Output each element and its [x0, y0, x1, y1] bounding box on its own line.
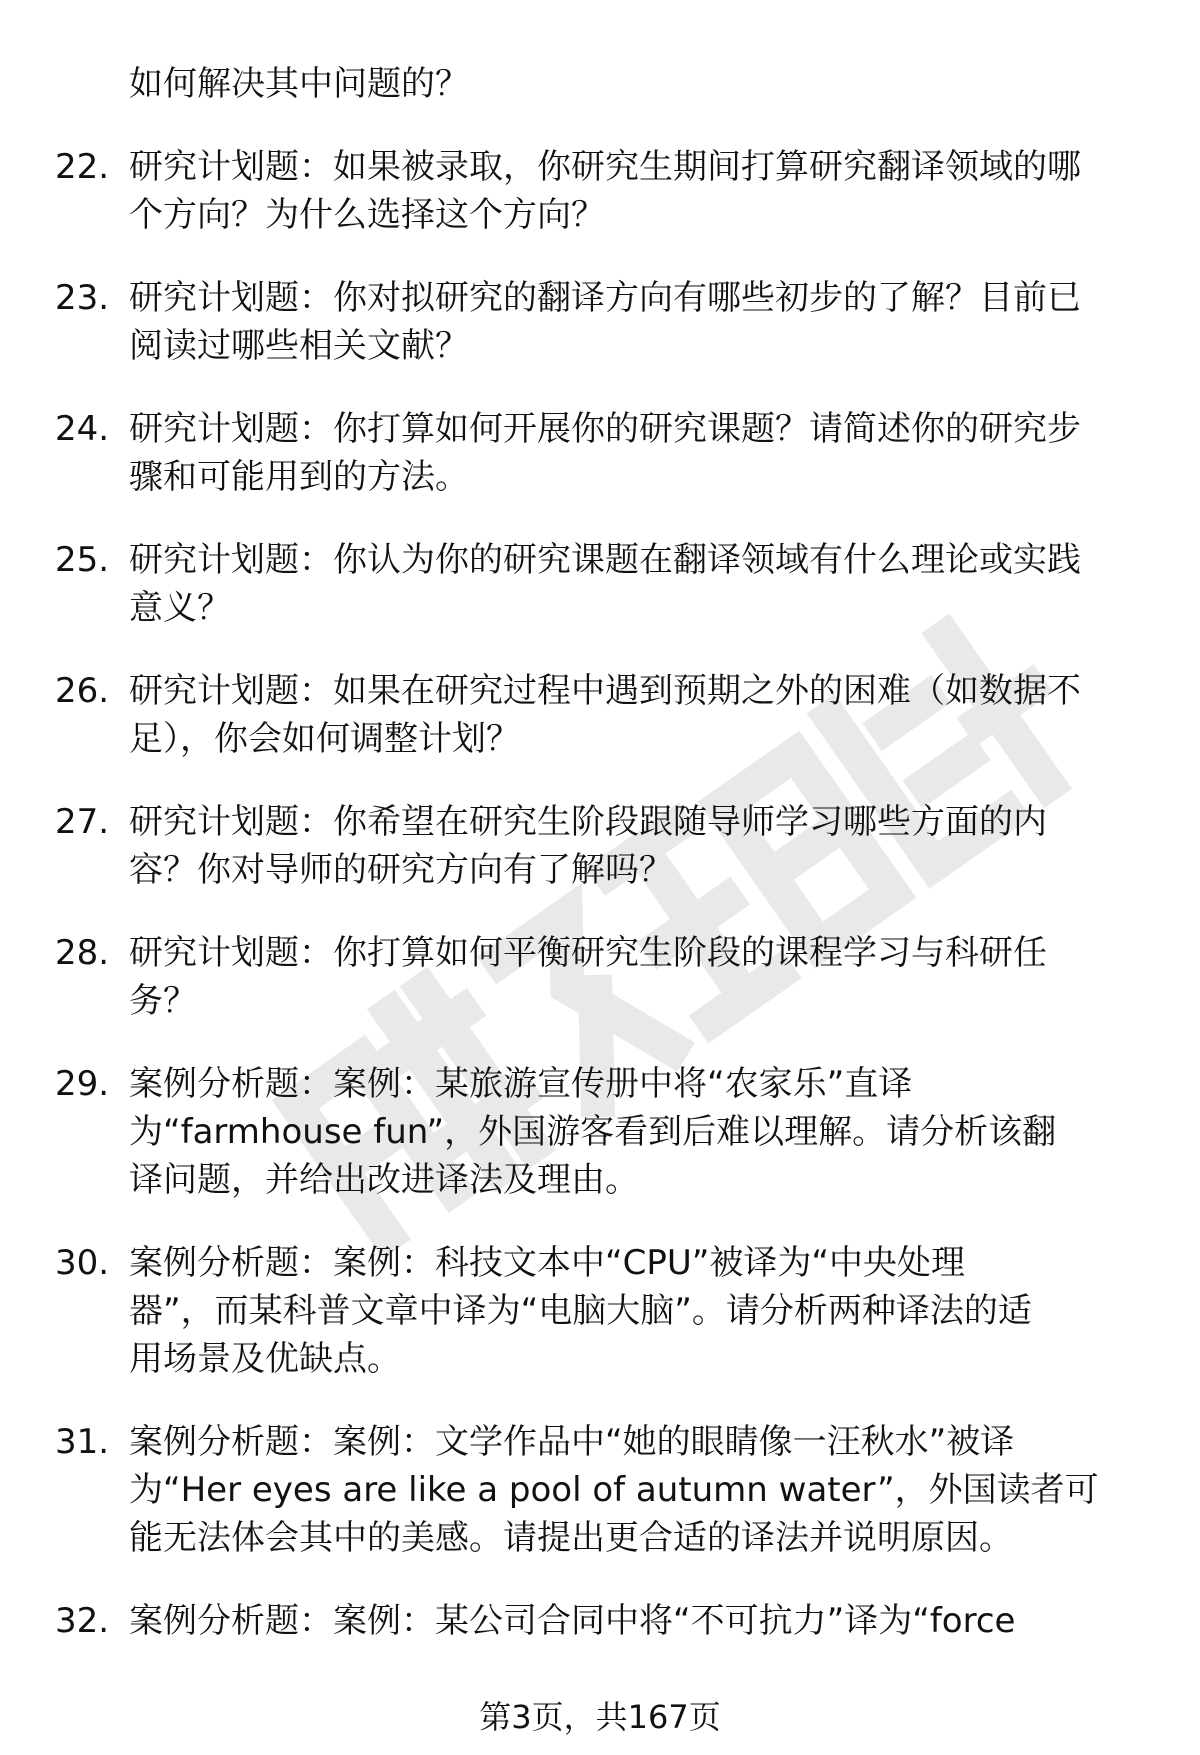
question-number: 25.: [55, 540, 110, 580]
question-text-line: 务？: [129, 981, 197, 1021]
question-text-line: 器”，而某科普文章中译为“电脑大脑”。请分析两种译法的适: [129, 1291, 1032, 1331]
question-text-line: 案例分析题：案例：科技文本中“CPU”被译为“中央处理: [129, 1243, 965, 1283]
question-list: [0, 143, 1200, 1645]
question-number: 32.: [55, 1601, 110, 1641]
question-text-line: 研究计划题：如果在研究过程中遇到预期之外的困难（如数据不: [129, 671, 1081, 711]
question-text-line: 用场景及优缺点。: [129, 1339, 401, 1379]
question-item: [0, 274, 1139, 370]
page-number-footer: 第3页，共167页: [479, 1698, 721, 1736]
question-text-line: 为“farmhouse fun”，外国游客看到后难以理解。请分析该翻: [129, 1112, 1057, 1152]
document-content: [0, 60, 1200, 1680]
question-text-line: 译问题，并给出改进译法及理由。: [129, 1160, 639, 1200]
question-item: [0, 1597, 1139, 1645]
question-text-line: 个方向？为什么选择这个方向？: [129, 195, 605, 235]
question-text-line: 案例分析题：案例：文学作品中“她的眼睛像一汪秋水”被译: [129, 1422, 1015, 1462]
question-number: 27.: [55, 802, 110, 842]
question-item: [0, 143, 1139, 239]
question-number: 23.: [55, 278, 110, 318]
question-item: [0, 929, 1139, 1025]
question-item: [0, 1418, 1139, 1562]
question-text-line: 研究计划题：你打算如何平衡研究生阶段的课程学习与科研任: [129, 933, 1047, 973]
question-text-line: 案例分析题：案例：某旅游宣传册中将“农家乐”直译: [129, 1064, 913, 1104]
question-item: [0, 667, 1139, 763]
question-item: [0, 1239, 1139, 1383]
question-number: 29.: [55, 1064, 110, 1104]
question-number: 26.: [55, 671, 110, 711]
question-item: [0, 536, 1139, 632]
question-text-line: 研究计划题：如果被录取，你研究生期间打算研究翻译领域的哪: [129, 147, 1081, 187]
question-item: [0, 798, 1139, 894]
question-text-line: 为“Her eyes are like a pool of autumn water”，外国读者可: [129, 1470, 1099, 1510]
question-number: 31.: [55, 1422, 110, 1462]
question-number: 30.: [55, 1243, 110, 1283]
question-text-line: 研究计划题：你希望在研究生阶段跟随导师学习哪些方面的内: [129, 802, 1047, 842]
previous-question-continuation: 如何解决其中问题的？: [129, 64, 469, 104]
question-text-line: 研究计划题：你对拟研究的翻译方向有哪些初步的了解？目前已: [129, 278, 1081, 318]
question-text-line: 骤和可能用到的方法。: [129, 457, 469, 497]
question-text-line: 能无法体会其中的美感。请提出更合适的译法并说明原因。: [129, 1518, 1013, 1558]
question-text-line: 研究计划题：你打算如何开展你的研究课题？请简述你的研究步: [129, 409, 1081, 449]
question-item: [0, 1060, 1139, 1204]
question-text-line: 研究计划题：你认为你的研究课题在翻译领域有什么理论或实践: [129, 540, 1081, 580]
question-item: [0, 405, 1139, 501]
question-number: 28.: [55, 933, 110, 973]
question-number: 22.: [55, 147, 110, 187]
question-text-line: 意义？: [129, 588, 231, 628]
question-text-line: 阅读过哪些相关文献？: [129, 326, 469, 366]
question-text-line: 容？你对导师的研究方向有了解吗？: [129, 850, 673, 890]
question-text-line: 足），你会如何调整计划？: [129, 719, 520, 759]
question-number: 24.: [55, 409, 110, 449]
question-text-line: 案例分析题：案例：某公司合同中将“不可抗力”译为“force: [129, 1601, 1016, 1641]
